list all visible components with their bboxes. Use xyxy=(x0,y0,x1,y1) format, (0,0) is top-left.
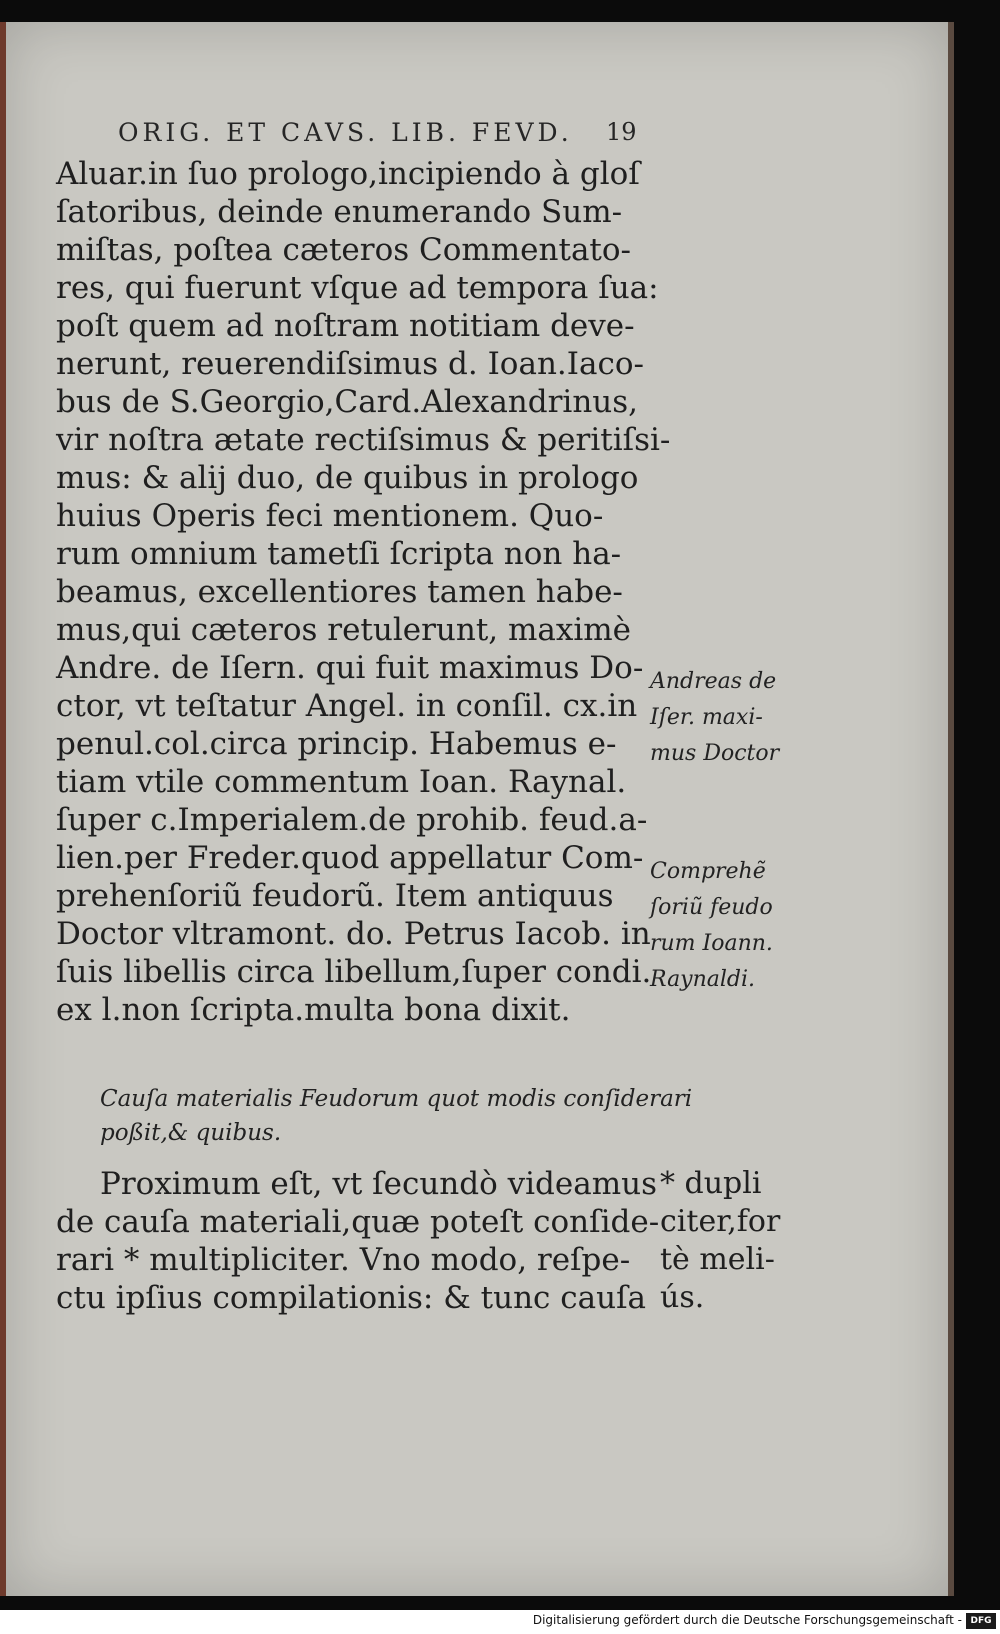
text-line: ſatoribus, deinde enumerando Sum- xyxy=(56,194,623,230)
margin-note-line: * dupli xyxy=(660,1166,762,1201)
text-line: ctu ipſius compilationis: & tunc cauſa xyxy=(56,1280,647,1316)
margin-note-line: Raynaldi. xyxy=(650,967,756,992)
text-line: miſtas, poſtea cæteros Commentato- xyxy=(56,232,632,268)
text-line: nerunt, reuerendiſsimus d. Ioan.Iaco- xyxy=(56,346,645,382)
margin-note-line: citer,for xyxy=(660,1204,781,1239)
footer-bar xyxy=(0,1610,1000,1634)
margin-note-line: Iſer. maxi- xyxy=(650,705,763,730)
margin-note-line: rum Ioann. xyxy=(650,931,773,956)
footer-credit: Digitalisierung gefördert durch die Deutsche Forschungsgemeinschaft - xyxy=(532,1613,962,1627)
running-head: ORIG. ET CAVS. LIB. FEVD. xyxy=(118,118,573,147)
text-line: res, qui fuerunt vſque ad tempora ſua: xyxy=(56,270,659,306)
section-heading-line: Cauſa materialis Feudorum quot modis conſiderari xyxy=(100,1086,693,1112)
margin-note-line: Comprehẽ xyxy=(650,859,766,884)
text-line: ſuis libellis circa libellum,ſuper condi. xyxy=(56,954,652,990)
text-line: huius Operis feci mentionem. Quo- xyxy=(56,498,604,534)
margin-note-line: ſoriũ feudo xyxy=(650,895,773,920)
text-line: ex l.non ſcripta.multa bona dixit. xyxy=(56,992,571,1028)
text-line: poſt quem ad noſtram notitiam deve- xyxy=(56,308,635,344)
text-line: mus,qui cæteros retulerunt, maximè xyxy=(56,612,632,648)
page-right-edge xyxy=(948,22,954,1596)
margin-note-line: Andreas de xyxy=(650,669,777,694)
text-line: Andre. de Iſern. qui fuit maximus Do- xyxy=(56,650,644,686)
text-line: beamus, excellentiores tamen habe- xyxy=(56,574,623,610)
text-line: Proximum eſt, vt ſecundò videamus xyxy=(100,1166,658,1202)
dfg-logo: DFG xyxy=(966,1613,996,1629)
text-line: lien.per Freder.quod appellatur Com- xyxy=(56,840,644,876)
text-line: bus de S.Georgio,Card.Alexandrinus, xyxy=(56,384,639,420)
text-line: mus: & alij duo, de quibus in prologo xyxy=(56,460,639,496)
text-line: Doctor vltramont. do. Petrus Iacob. in xyxy=(56,916,651,952)
margin-note-line: mus Doctor xyxy=(650,741,780,766)
text-line: rari * multipliciter. Vno modo, reſpe- xyxy=(56,1242,631,1278)
text-line: prehenſoriũ feudorũ. Item antiquus xyxy=(56,878,614,914)
text-line: vir noſtra ætate rectiſsimus & peritiſsi- xyxy=(56,422,671,458)
text-line: de cauſa materiali,quæ poteſt conſide- xyxy=(56,1204,660,1240)
text-line: ſuper c.Imperialem.de prohib. feud.a- xyxy=(56,802,648,838)
text-line: tiam vtile commentum Ioan. Raynal. xyxy=(56,764,627,800)
text-line: penul.col.circa princip. Habemus e- xyxy=(56,726,617,762)
margin-note-line: tè meli- xyxy=(660,1242,775,1277)
text-line: Aluar.in ſuo prologo,incipiendo à gloſ xyxy=(56,156,640,192)
margin-note-line: ús. xyxy=(660,1280,705,1315)
text-line: rum omnium tametſi ſcripta non ha- xyxy=(56,536,622,572)
section-heading-line: poßit,& quibus. xyxy=(100,1120,282,1146)
folio-number: 19 xyxy=(606,118,637,146)
text-line: ctor, vt teſtatur Angel. in conſil. cx.in xyxy=(56,688,638,724)
